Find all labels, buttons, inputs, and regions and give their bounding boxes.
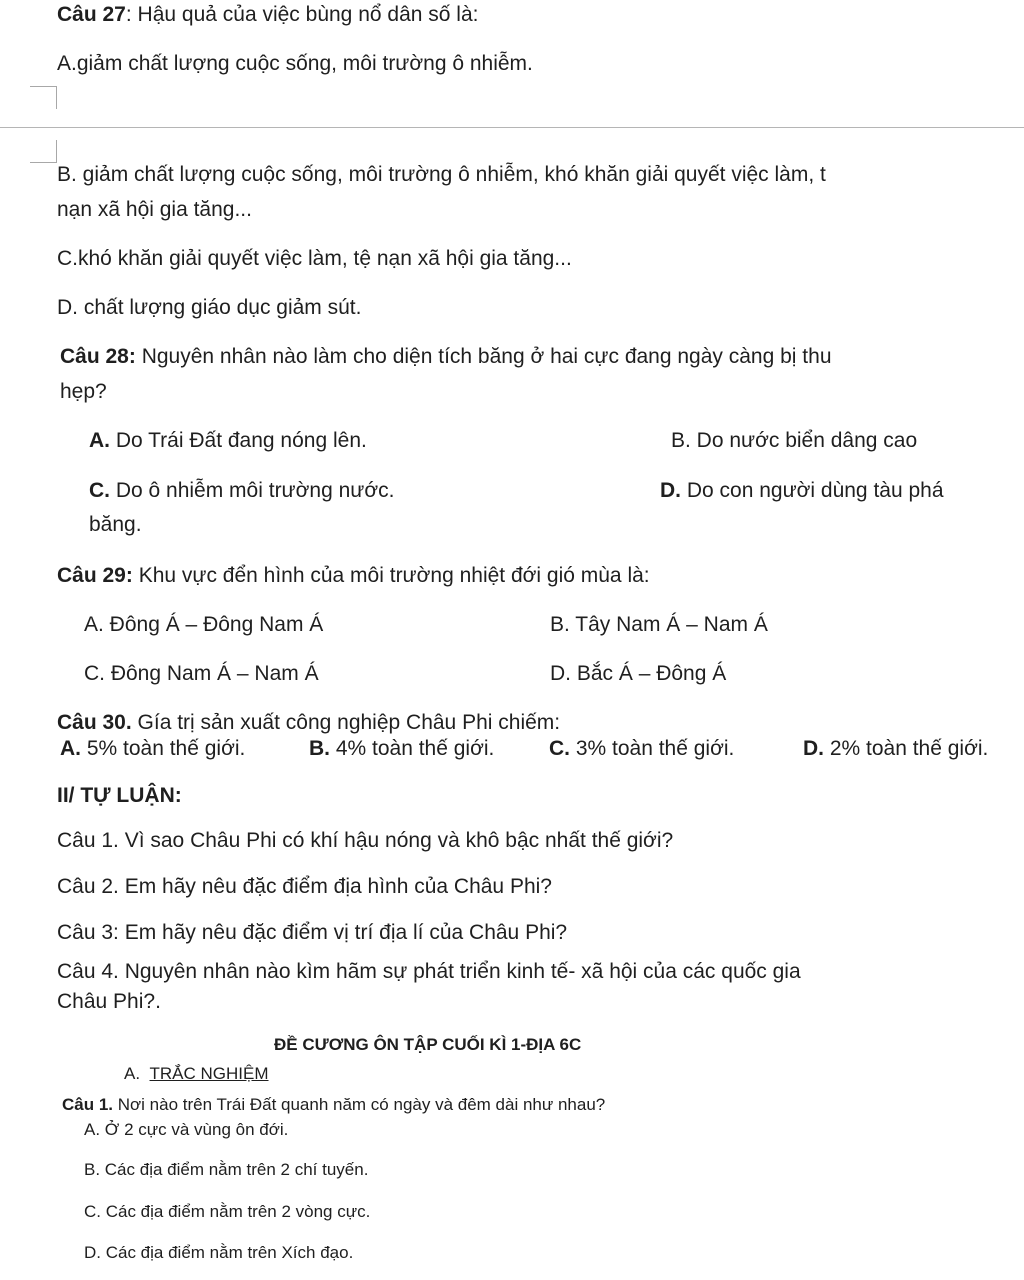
- q28-option-a-label: A.: [89, 429, 110, 452]
- q27-option-d: D. chất lượng giáo dục giảm sút.: [57, 296, 362, 319]
- q28-option-d-line1: [660, 478, 944, 504]
- q27-label: Câu 27: [57, 3, 126, 26]
- q28-option-d-line2: băng.: [89, 513, 142, 536]
- q27-option-b-line1: B. giảm chất lượng cuộc sống, môi trường ô nhiễm, khó khăn giải quyết việc làm, t: [57, 163, 826, 186]
- essay-question-1: Câu 1. Vì sao Châu Phi có khí hậu nóng và khô bậc nhất thế giới?: [57, 829, 674, 852]
- outline-q1-option-d: D. Các địa điểm nằm trên Xích đạo.: [84, 1243, 354, 1262]
- essay-question-4-line2: Châu Phi?.: [57, 990, 161, 1013]
- q30-text: Gía trị sản xuất công nghiệp Châu Phi chiếm:: [131, 711, 561, 734]
- q28-option-c: [89, 478, 394, 504]
- outline-section-prefix: A.: [124, 1064, 141, 1083]
- essay-heading: II/ TỰ LUẬN:: [57, 784, 182, 807]
- q30-option-c-text: 3% toàn thế giới.: [570, 737, 735, 760]
- q28-label: Câu 28:: [60, 345, 136, 368]
- q30-option-a-label: A.: [60, 737, 81, 760]
- q30-option-a: [60, 736, 245, 762]
- q30-option-c: [549, 736, 734, 762]
- q27-option-a: A.giảm chất lượng cuộc sống, môi trường ô nhiễm.: [57, 52, 533, 75]
- q30-option-d-label: D.: [803, 737, 824, 760]
- q28-option-d-text: Do con người dùng tàu phá: [681, 479, 944, 502]
- outline-q1-text: Nơi nào trên Trái Đất quanh năm có ngày và đêm dài như nhau?: [113, 1095, 606, 1114]
- q30-option-a-text: 5% toàn thế giới.: [81, 737, 246, 760]
- q27-question: [57, 2, 478, 28]
- q28-option-c-text: Do ô nhiễm môi trường nước.: [110, 479, 395, 502]
- q29-option-c: C. Đông Nam Á – Nam Á: [84, 662, 319, 685]
- q30-label: Câu 30.: [57, 711, 132, 734]
- q28-text: Nguyên nhân nào làm cho diện tích băng ở hai cực đang ngày càng bị thu: [135, 345, 832, 368]
- outline-q1-label: Câu 1.: [62, 1095, 114, 1114]
- q29-option-a: A. Đông Á – Đông Nam Á: [84, 613, 324, 636]
- essay-question-4-line1: Câu 4. Nguyên nhân nào kìm hãm sự phát triển kinh tế- xã hội của các quốc gia: [57, 960, 801, 983]
- page-corner-mark: [30, 86, 57, 109]
- q27-option-c: C.khó khăn giải quyết việc làm, tệ nạn xã hội gia tăng...: [57, 247, 572, 270]
- outline-q1-option-b: B. Các địa điểm nằm trên 2 chí tuyến.: [84, 1160, 369, 1179]
- outline-q1: [62, 1094, 605, 1116]
- q30-question: [57, 710, 560, 736]
- q29-text: Khu vực đển hình của môi trường nhiệt đới gió mùa là:: [132, 564, 650, 587]
- q30-option-b-text: 4% toàn thế giới.: [330, 737, 495, 760]
- outline-section: [124, 1063, 269, 1085]
- q28-option-b: B. Do nước biển dâng cao: [671, 429, 918, 452]
- q30-option-d-text: 2% toàn thế giới.: [824, 737, 989, 760]
- outline-q1-option-a: A. Ở 2 cực và vùng ôn đới.: [84, 1120, 289, 1139]
- q28-question-line2: hẹp?: [60, 380, 107, 403]
- q29-question: [57, 563, 650, 589]
- outline-title: ĐỀ CƯƠNG ÔN TẬP CUỐI KÌ 1-ĐỊA 6C: [274, 1035, 582, 1054]
- q28-option-a-text: Do Trái Đất đang nóng lên.: [110, 429, 367, 452]
- page-break-line: [0, 127, 1024, 128]
- q29-label: Câu 29:: [57, 564, 133, 587]
- essay-question-2: Câu 2. Em hãy nêu đặc điểm địa hình của Châu Phi?: [57, 875, 552, 898]
- q30-option-c-label: C.: [549, 737, 570, 760]
- q28-option-d-label: D.: [660, 479, 681, 502]
- page-corner-mark: [30, 140, 57, 163]
- q28-option-c-label: C.: [89, 479, 110, 502]
- q27-option-b-line2: nạn xã hội gia tăng...: [57, 198, 252, 221]
- q30-option-d: [803, 736, 988, 762]
- q30-option-b: [309, 736, 494, 762]
- outline-q1-option-c: C. Các địa điểm nằm trên 2 vòng cực.: [84, 1202, 371, 1221]
- outline-section-title: TRẮC NGHIỆM: [149, 1064, 269, 1083]
- essay-question-3: Câu 3: Em hãy nêu đặc điểm vị trí địa lí của Châu Phi?: [57, 921, 568, 944]
- q29-option-d: D. Bắc Á – Đông Á: [550, 662, 727, 685]
- q27-text: : Hậu quả của việc bùng nổ dân số là:: [125, 3, 479, 26]
- q28-option-a: [89, 428, 367, 454]
- q28-question-line1: [60, 344, 832, 370]
- q30-option-b-label: B.: [309, 737, 330, 760]
- q29-option-b: B. Tây Nam Á – Nam Á: [550, 613, 768, 636]
